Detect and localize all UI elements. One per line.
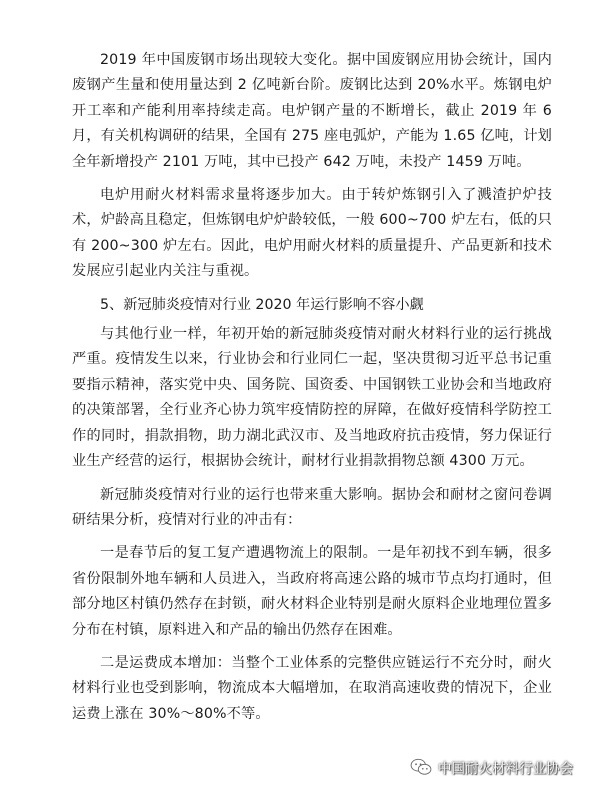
- paragraph-electric-furnace-refractories: 电炉用耐火材料需求量将逐步加大。由于转炉炼钢引入了溅渣护炉技术，炉龄高且稳定，但炼钢电炉炉龄较低，一般 600~700 炉左右，低的只有 200~300 炉左右。因此，电炉用耐火材料的质量提升、产品更新和技术发展应引起业内关注与重视。: [72, 187, 552, 280]
- paragraph-scrap-steel-market: 2019 年中国废钢市场出现较大变化。据中国废钢应用协会统计，国内废钢产生量和使用量达到 2 亿吨新台阶。废钢比达到 20%水平。炼钢电炉开工率和产能利用率持续走高。电炉钢产量的不断增长，截止 2019 年 6 月，有关机构调研的结果，全国有 275 座电弧炉，产能为 1.65 亿吨，计划全年新增投产 2101 万吨，其中已投产 642 万吨，未投产 1459 万吨。: [72, 52, 552, 170]
- document-body: [72, 48, 552, 735]
- watermark: [410, 757, 573, 777]
- paragraph-logistics-restrictions: 一是春节后的复工复产遭遇物流上的限制。一是年初找不到车辆，很多省份限制外地车辆和人员进入，当政府将高速公路的城市节点均打通时，但部分地区村镇仍然存在封锁，耐火材料企业特别是耐火原料企业地理位置多分布在村镇，原料进入和产品的输出仍然存在困难。: [72, 545, 552, 638]
- wechat-icon: [410, 758, 432, 776]
- section-heading-covid-impact: 5、新冠肺炎疫情对行业 2020 年运行影响不容小觑: [100, 296, 424, 313]
- paragraph-freight-costs: 二是运费成本增加：当整个工业体系的完整供应链运行不充分时，耐火材料行业也受到影响，物流成本大幅增加，在取消高速收费的情况下，企业运费上涨在 30%～80%不等。: [72, 654, 552, 722]
- watermark-text: 中国耐火材料行业协会: [438, 761, 573, 777]
- paragraph-survey-results: 新冠肺炎疫情对行业的运行也带来重大影响。据协会和耐材之窗问卷调研结果分析，疫情对行业的冲击有：: [72, 486, 552, 528]
- paragraph-industry-response: 与其他行业一样，年初开始的新冠肺炎疫情对耐火材料行业的运行挑战严重。疫情发生以来，行业协会和行业同仁一起，坚决贯彻习近平总书记重要指示精神，落实党中央、国务院、国资委、中国钢铁工业协会和当地政府的决策部署，全行业齐心协力筑牢疫情防控的屏障，在做好疫情科学防控工作的同时，捐款捐物，助力湖北武汉市、及当地政府抗击疫情，努力保证行业生产经营的运行，根据协会统计，耐材行业捐款捐物总额 4300 万元。: [72, 326, 552, 470]
